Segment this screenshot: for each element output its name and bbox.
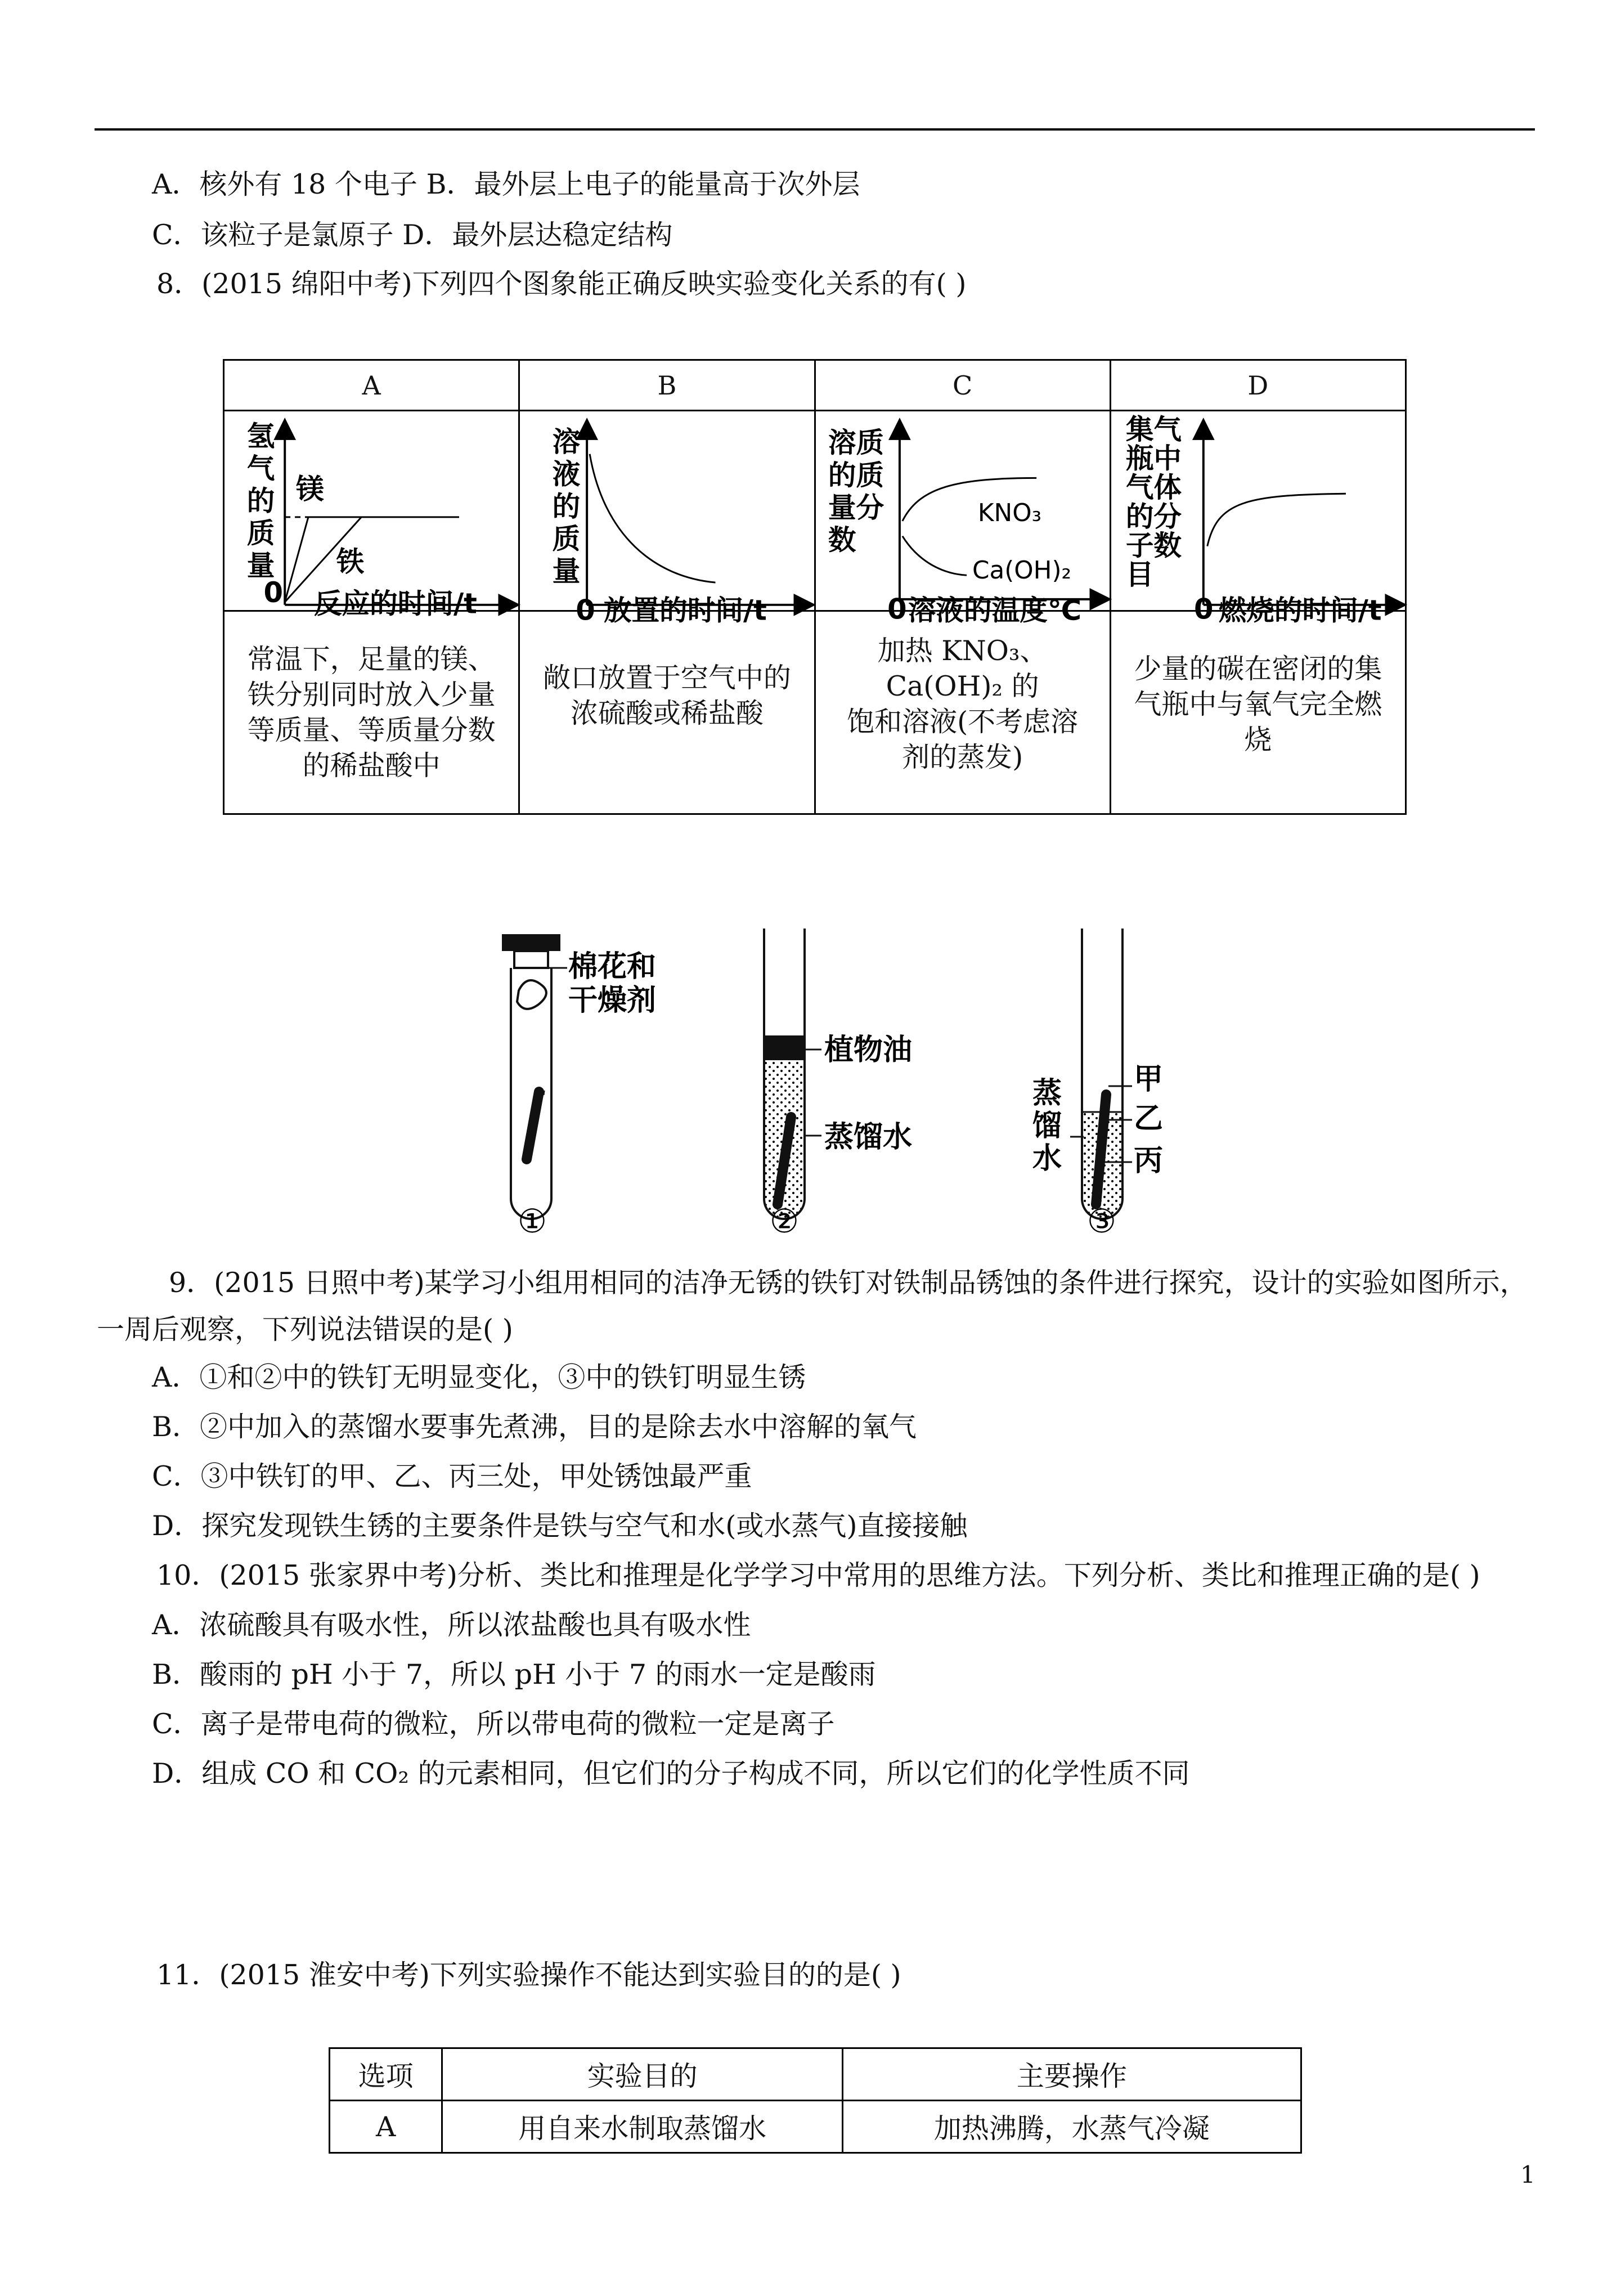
graph-d-ylabel-3: 的分 [1125, 500, 1182, 533]
graph-b-ylabel-2: 的 [552, 490, 581, 523]
graph-a-ylabel-3: 质 [246, 517, 275, 550]
q11-header-option: 选项 [330, 2048, 442, 2101]
q8-desc-d: 少量的碳在密闭的集 气瓶中与氧气完全燃 烧 [1110, 611, 1406, 814]
graph-a-origin: 0 [263, 576, 284, 609]
tube3-water-label-0: 蒸 [1032, 1077, 1062, 1110]
test-tube-2 [764, 929, 912, 1240]
q8-header-b: B [519, 360, 815, 411]
header-rule [95, 128, 1535, 131]
tube3-water-label-2: 水 [1032, 1142, 1062, 1176]
page-number: 1 [1520, 2161, 1535, 2189]
graph-c-ylabel-2: 量分 [828, 491, 884, 524]
tube3-number: ③ [1087, 1202, 1116, 1240]
cotton-icon [517, 980, 546, 1009]
q8-header-c: C [815, 360, 1110, 411]
q9-stem-1: 9．(2015 日照中考)某学习小组用相同的洁净无锈的铁钉对铁制品锈蚀的条件进行探究，设计的实验如图所示， [169, 1267, 1528, 1299]
q8-table [223, 359, 1407, 815]
graph-c-origin: 0 [887, 593, 907, 626]
tube3-point-yi: 乙 [1134, 1102, 1164, 1136]
stopper [502, 934, 560, 951]
q11-header-operation: 主要操作 [842, 2048, 1301, 2101]
tube1-number: ① [518, 1202, 547, 1240]
q9-option-d: D．探究发现铁生锈的主要条件是铁与空气和水(或水蒸气)直接接触 [152, 1510, 968, 1542]
rusting-experiment-diagram [484, 923, 1164, 1240]
graph-d-xlabel: 燃烧的时间/t [1218, 594, 1382, 627]
tube2-water-label: 蒸馏水 [824, 1120, 913, 1154]
graph-b-origin: 0 [576, 594, 596, 627]
graph-c-xlabel: 溶液的温度℃ [908, 594, 1081, 627]
graph-a-ylabel-1: 气 [246, 452, 275, 485]
q11-row-a-purpose: 用自来水制取蒸馏水 [442, 2101, 843, 2153]
graph-c-curve-caoh2: Ca(OH)₂ [972, 556, 1071, 585]
graph-c-curve-kno3: KNO₃ [977, 498, 1041, 527]
test-tube-3 [1032, 929, 1163, 1240]
q9-stem-2: 一周后观察，下列说法错误的是( ) [97, 1313, 513, 1346]
iron-nail [527, 1092, 539, 1159]
q7-option-line-2: C．该粒子是氯原子 D．最外层达稳定结构 [152, 219, 673, 251]
q8-graph-d [1111, 411, 1405, 627]
q10-stem: 10．(2015 张家界中考)分析、类比和推理是化学学习中常用的思维方法。下列分析、类比和推理正确的是( ) [156, 1559, 1480, 1591]
graph-a-xlabel: 反应的时间/t [313, 587, 477, 620]
q8-graph-c [816, 411, 1110, 627]
q11-table [329, 2047, 1302, 2154]
graph-a-ylabel-0: 氢 [246, 419, 275, 452]
q9-option-a: A．①和②中的铁钉无明显变化，③中的铁钉明显生锈 [152, 1361, 806, 1393]
q11-row-a-option: A [330, 2101, 442, 2153]
graph-c-ylabel-0: 溶质 [828, 426, 884, 459]
q11-header-purpose: 实验目的 [442, 2048, 843, 2101]
graph-b-xlabel: 放置的时间/t [604, 594, 767, 627]
tube3-water-label-1: 馏 [1032, 1109, 1062, 1143]
graph-c-curve-down [902, 536, 966, 576]
graph-b-ylabel-0: 溶 [552, 425, 581, 458]
q11-row-a-operation: 加热沸腾，水蒸气冷凝 [842, 2101, 1301, 2153]
q11-stem: 11．(2015 淮安中考)下列实验操作不能达到实验目的的是( ) [156, 1959, 901, 1991]
q10-option-a: A．浓硫酸具有吸水性，所以浓盐酸也具有吸水性 [152, 1609, 751, 1641]
table-row [330, 2101, 1301, 2153]
q10-option-b: B．酸雨的 pH 小于 7，所以 pH 小于 7 的雨水一定是酸雨 [152, 1658, 876, 1690]
vegetable-oil-layer [765, 1035, 803, 1060]
q8-header-a: A [224, 360, 519, 411]
q10-option-c: C．离子是带电荷的微粒，所以带电荷的微粒一定是离子 [152, 1708, 835, 1740]
q8-graph-b-cell [519, 411, 815, 627]
q8-graph-b [520, 411, 814, 627]
q8-graph-a-cell [224, 411, 519, 620]
q8-desc-b: 敞口放置于空气中的 浓硫酸或稀盐酸 [519, 611, 815, 814]
tube3-point-jia: 甲 [1134, 1062, 1164, 1096]
q8-graph-c-cell [815, 411, 1110, 627]
tube3-point-bing: 丙 [1134, 1144, 1164, 1178]
graph-d-ylabel-5: 目 [1125, 558, 1154, 591]
graph-a-curve-fe: 铁 [336, 545, 365, 579]
q8-desc-c: 加热 KNO₃、Ca(OH)₂ 的 饱和溶液(不考虑溶 剂的蒸发) [815, 611, 1110, 814]
q8-graph-d-cell [1110, 411, 1406, 627]
tube1-label-1: 干燥剂 [568, 984, 657, 1017]
tube2-oil-label: 植物油 [824, 1033, 913, 1067]
graph-d-ylabel-0: 集气 [1125, 412, 1182, 446]
tube1-label-0: 棉花和 [568, 950, 657, 984]
graph-b-ylabel-3: 质 [552, 522, 581, 555]
tube2-number: ② [770, 1202, 799, 1240]
graph-c-ylabel-3: 数 [828, 523, 856, 557]
graph-a-ylabel-4: 量 [246, 549, 275, 582]
graph-b-curve [590, 454, 715, 582]
graph-d-ylabel-1: 瓶中 [1125, 442, 1182, 475]
graph-b-ylabel-4: 量 [552, 555, 581, 588]
graph-d-ylabel-2: 气体 [1125, 471, 1182, 504]
graph-d-curve [1207, 494, 1346, 546]
test-tube-1 [502, 934, 656, 1240]
q10-option-d: D．组成 CO 和 CO₂ 的元素相同，但它们的分子构成不同，所以它们的化学性质不同 [152, 1757, 1190, 1790]
graph-a-curve-mg: 镁 [296, 473, 324, 506]
q8-graph-a [224, 411, 518, 620]
graph-b-ylabel-1: 液 [552, 458, 581, 491]
graph-a-ylabel-2: 的 [246, 485, 275, 518]
q9-option-c: C．③中铁钉的甲、乙、丙三处，甲处锈蚀最严重 [152, 1460, 752, 1492]
q8-desc-a: 常温下，足量的镁、 铁分别同时放入少量 等质量、等质量分数 的稀盐酸中 [224, 611, 519, 814]
q8-header-d: D [1110, 360, 1406, 411]
graph-d-ylabel-4: 子数 [1125, 529, 1182, 562]
graph-c-ylabel-1: 的质 [828, 459, 884, 492]
q7-option-line-1: A．核外有 18 个电子 B．最外层上电子的能量高于次外层 [152, 168, 860, 200]
q8-stem: 8．(2015 绵阳中考)下列四个图象能正确反映实验变化关系的有( ) [156, 268, 967, 300]
q9-option-b: B．②中加入的蒸馏水要事先煮沸，目的是除去水中溶解的氧气 [152, 1411, 917, 1443]
graph-d-origin: 0 [1193, 593, 1214, 626]
